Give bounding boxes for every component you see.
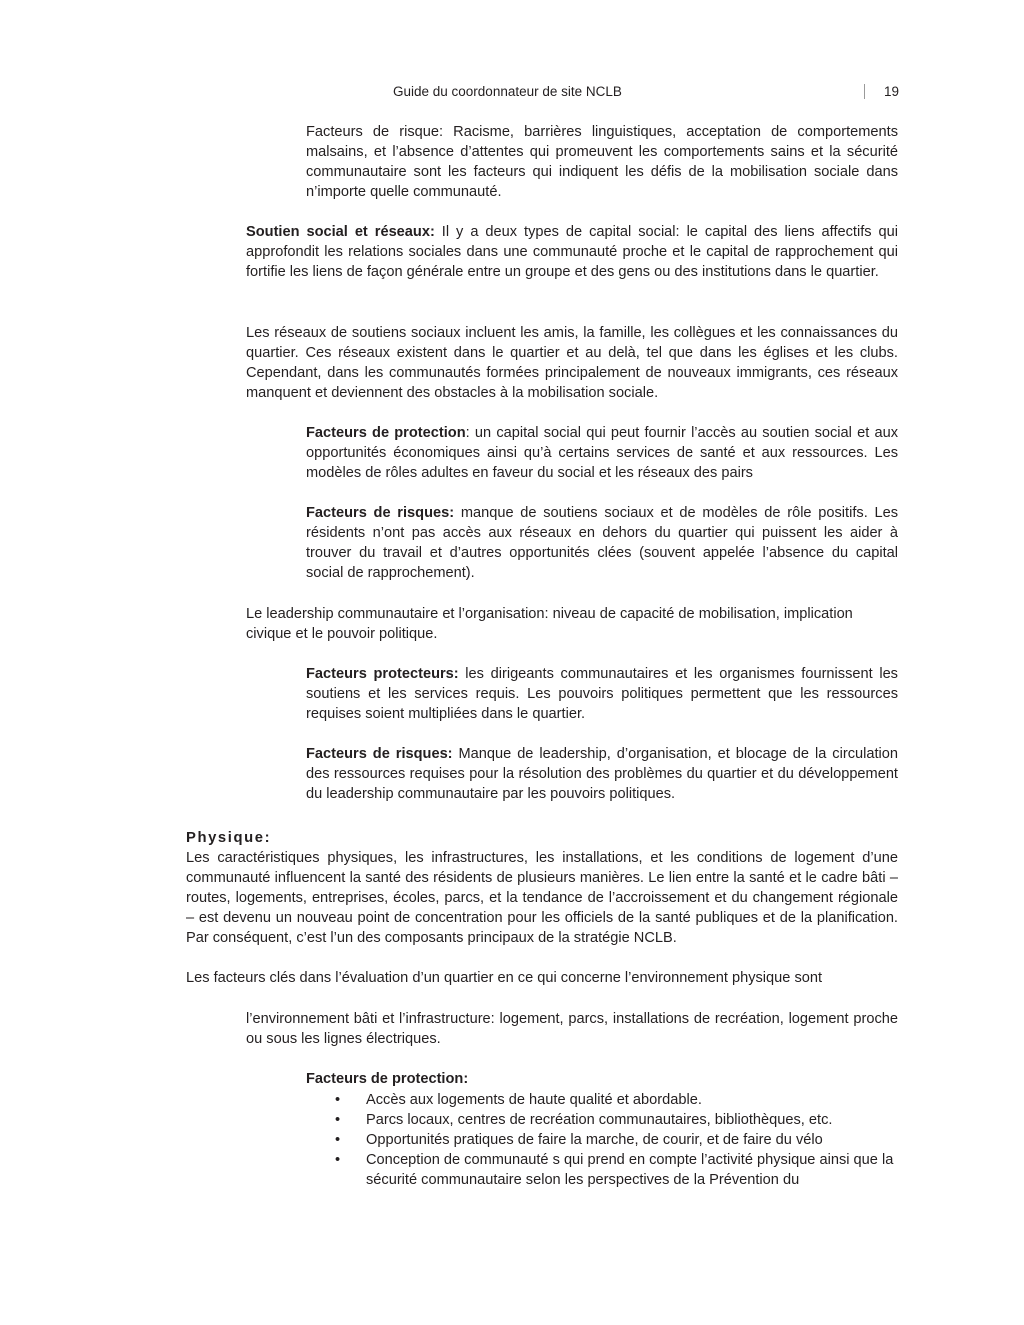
protection-factors-list xyxy=(306,1090,898,1190)
paragraph-physical-characteristics: Les caractéristiques physiques, les infrastructures, les installations, et les conditions de logement d’une communauté influencent la santé des résidents de plusieurs manières. Le lien entre la santé et le cadre bâti – routes, logements, entreprises, écoles, parcs, et la tendance de l’accroissement et du changement régionale – est devenu un nouveau point de concentration pour les officiels de la santé publiques et de la planification. Par conséquent, c’est l’un des composants principaux de la stratégie NCLB. xyxy=(186,850,898,947)
paragraph-text: les dirigeants communautaires et les organismes fournissent les soutiens et les services requis. Les pouvoirs politiques permettent que les ressources requises soient multipliées dans le quartier. xyxy=(306,666,898,723)
paragraph-social-networks: Les réseaux de soutiens sociaux incluent les amis, la famille, les collègues et les connaissances du quartier. Ces réseaux existent dans le quartier et au delà, tel que dans les églises et les clubs. Cependant, dans les communautés formées principalement de nouveaux immigrants, ces réseaux manquent et deviennent des obstacles à la mobilisation sociale. xyxy=(246,325,898,402)
list-item-text: Opportunités pratiques de faire la marche, de courir, et de faire du vélo xyxy=(366,1132,823,1149)
bullet-icon: • xyxy=(335,1092,341,1108)
header-divider xyxy=(864,84,865,99)
list-item xyxy=(306,1090,898,1110)
paragraph-risk-factors-intro: Facteurs de risque: Racisme, barrières linguistiques, acceptation de comportements malsains, et l’absence d’attentes qui promeuvent les comportements sains et la sécurité communautaire sont les facteurs qui indiquent les défis de la mobilisation sociale dans n’importe quelle communauté. xyxy=(306,124,898,201)
list-item-text: Parcs locaux, centres de recréation communautaires, bibliothèques, etc. xyxy=(366,1112,833,1129)
list-item-text: Conception de communauté s qui prend en compte l’activité physique ainsi que la sécurité communautaire selon les perspectives de la Prévention du xyxy=(366,1152,894,1189)
bullet-icon: • xyxy=(335,1152,341,1169)
paragraph-lead: Facteurs de protection xyxy=(306,425,466,441)
paragraph-lead: Soutien social et réseaux: xyxy=(246,224,435,240)
bullet-icon: • xyxy=(335,1132,341,1149)
paragraph-community-leadership: Le leadership communautaire et l’organisation: niveau de capacité de mobilisation, implication civique et le pouvoir politique. xyxy=(246,606,853,643)
running-title: Guide du coordonnateur de site NCLB xyxy=(393,84,622,99)
paragraph-text: Il y a deux types de capital social: le capital des liens affectifs qui approfondit les relations sociales dans une communauté proche et le capital de rapprochement qui fortifie les liens de façon générale entre un groupe et des gens ou des institutions dans le quartier. xyxy=(246,224,898,281)
paragraph-lead: Facteurs protecteurs: xyxy=(306,666,459,682)
page-number: 19 xyxy=(884,84,900,99)
paragraph-risk-factors-social xyxy=(306,503,898,583)
protection-factors-heading: Facteurs de protection: xyxy=(306,1071,469,1087)
paragraph-text: Manque de leadership, d’organisation, et blocage de la circulation des ressources requises pour la résolution des problèmes du quartier et du développement du leadership communautaire par les pouvoirs politiques. xyxy=(306,746,898,803)
paragraph-text: : un capital social qui peut fournir l’accès au soutien social et aux opportunités économiques ainsi qu’à certains services de santé et aux ressources. Les modèles de rôles adultes en faveur du social et les réseaux des pairs xyxy=(306,425,898,482)
paragraph-protection-factors xyxy=(306,423,898,483)
section-heading-physical: Physique: xyxy=(186,830,272,846)
paragraph-built-environment: l’environnement bâti et l’infrastructure: logement, parcs, installations de recréation, logement proche ou sous les lignes électriques. xyxy=(246,1011,898,1048)
paragraph-risk-factors-leadership xyxy=(306,744,898,804)
paragraph-social-support xyxy=(246,222,898,282)
list-item xyxy=(306,1130,898,1150)
paragraph-protective-factors xyxy=(306,664,898,724)
paragraph-text: manque de soutiens sociaux et de modèles de rôle positifs. Les résidents n’ont pas accès aux réseaux en dehors du quartier qui puissent les aider à trouver du travail et d’autres opportunités clées (souvent appelée l’absence du capital social de rapprochement). xyxy=(306,505,899,582)
paragraph-key-factors: Les facteurs clés dans l’évaluation d’un quartier en ce qui concerne l’environnement physique sont xyxy=(186,970,823,986)
running-header xyxy=(0,84,1024,104)
list-item xyxy=(306,1150,898,1190)
paragraph-lead: Facteurs de risques: xyxy=(306,505,455,521)
bullet-icon: • xyxy=(335,1112,341,1129)
list-item-text: Accès aux logements de haute qualité et abordable. xyxy=(366,1092,702,1108)
list-item xyxy=(306,1110,898,1130)
paragraph-lead: Facteurs de risques: xyxy=(306,746,453,762)
